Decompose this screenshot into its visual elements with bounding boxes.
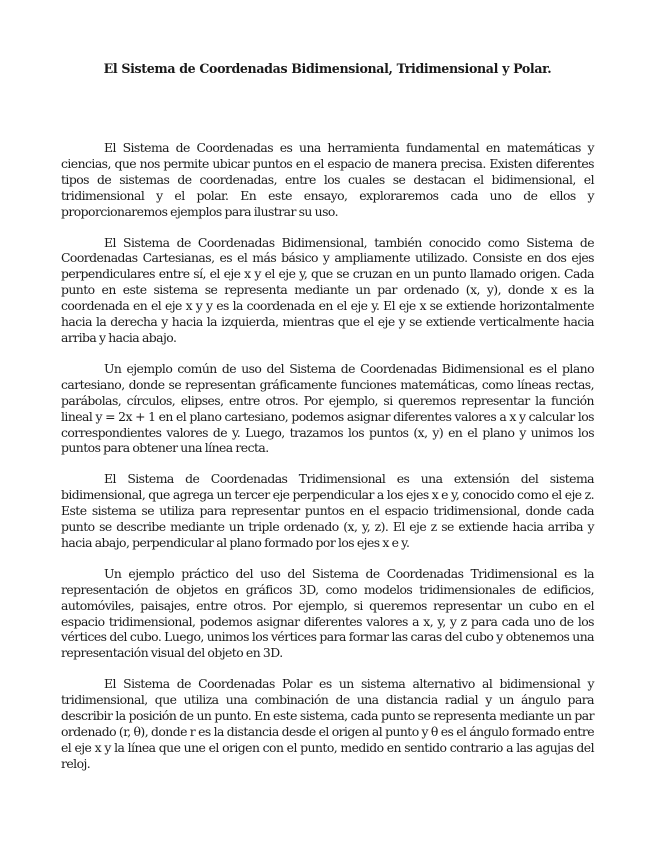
document-title: El Sistema de Coordenadas Bidimensional, Tridimensional y Polar. [103, 61, 552, 76]
paragraph-bidimensional-example: Un ejemplo común de uso del Sistema de Coordenadas Bidimensional es el plano cartesiano, donde se representan gráficamente funciones matemáticas, como líneas rectas, parábolas, círculos, elipses, entre otros. Por ejemplo, si queremos representar la función lineal y = 2x + 1 en el plano cartesiano, podemos asignar diferentes valores a x y calcular los correspondientes valores de y. Luego, trazamos los puntos (x, y) en el plano y unimos los puntos para obtener una línea recta. [61, 360, 594, 456]
paragraph-intro: El Sistema de Coordenadas es una herramienta fundamental en matemáticas y ciencias, que nos permite ubicar puntos en el espacio de manera precisa. Existen diferentes tipos de sistemas de coordenadas, entre los cuales se destacan el bidimensional, el tridimensional y el polar. En este ensayo, exploraremos cada uno de ellos y proporcionaremos ejemplos para ilustrar su uso. [61, 140, 594, 219]
paragraph-polar: El Sistema de Coordenadas Polar es un sistema alternativo al bidimensional y tridimensional, que utiliza una combinación de una distancia radial y un ángulo para describir la posición de un punto. En este sistema, cada punto se representa mediante un par ordenado (r, θ), donde r es la distancia desde el origen al punto y θ es el ángulo formado entre el eje x y la línea que une el origen con el punto, medido en sentido contrario a las agujas del reloj. [61, 676, 594, 771]
paragraph-tridimensional-example: Un ejemplo práctico del uso del Sistema de Coordenadas Tridimensional es la representación de objetos en gráficos 3D, como modelos tridimensionales de edificios, automóviles, paisajes, entre otros. Por ejemplo, si queremos representar un cubo en el espacio tridimensional, podemos asignar diferentes valores a x, y, y z para cada uno de los vértices del cubo. Luego, unimos los vértices para formar las caras del cubo y obtenemos una representación visual del objeto en 3D. [61, 565, 594, 661]
paragraph-tridimensional: El Sistema de Coordenadas Tridimensional es una extensión del sistema bidimensional, que agrega un tercer eje perpendicular a los ejes x e y, conocido como el eje z. Este sistema se utiliza para representar puntos en el espacio tridimensional, donde cada punto se describe mediante un triple ordenado (x, y, z). El eje z se extiende hacia arriba y hacia abajo, perpendicular al plano formado por los ejes x e y. [61, 471, 594, 550]
paragraph-bidimensional: El Sistema de Coordenadas Bidimensional, también conocido como Sistema de Coordenadas Cartesianas, es el más básico y ampliamente utilizado. Consiste en dos ejes perpendiculares entre sí, el eje x y el eje y, que se cruzan en un punto llamado origen. Cada punto en este sistema se representa mediante un par ordenado (x, y), donde x es la coordenada en el eje x y y es la coordenada en el eje y. El eje x se extiende horizontalmente hacia la derecha y hacia la izquierda, mientras que el eje y se extiende verticalmente hacia arriba y hacia abajo. [61, 234, 594, 345]
